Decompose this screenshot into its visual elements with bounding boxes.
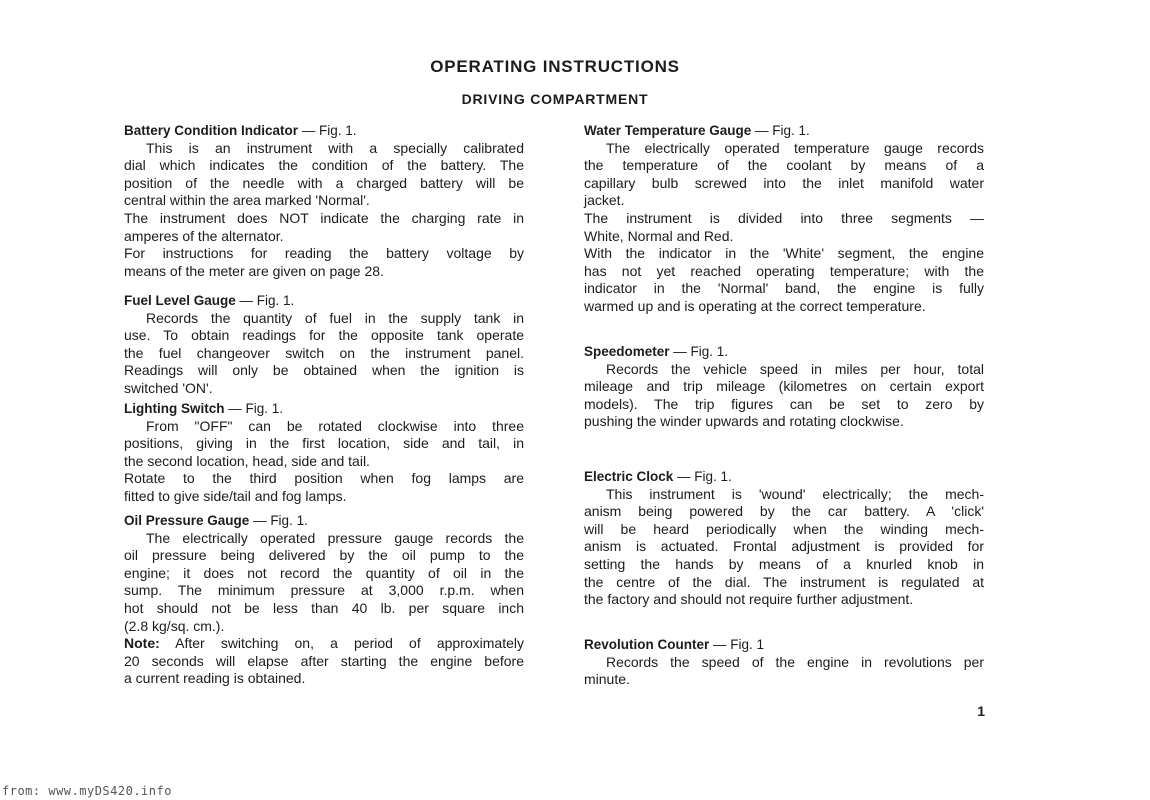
text-line: minute.	[584, 671, 630, 688]
page-subtitle: DRIVING COMPARTMENT	[461, 91, 649, 107]
text-line: setting the hands by means of a knurled knob in	[584, 555, 984, 572]
section-heading: Revolution Counter — Fig. 1	[584, 637, 765, 652]
text-line: mileage and trip mileage (kilometres on certain export	[584, 378, 984, 395]
section-heading: Lighting Switch — Fig. 1.	[124, 401, 284, 416]
section-battery-condition-indicator	[124, 122, 524, 280]
text-line: warmed up and is operating at the correct temperature.	[584, 297, 926, 314]
text-line: fitted to give side/tail and fog lamps.	[124, 487, 347, 504]
text-line: engine; it does not record the quantity of oil in the	[124, 564, 524, 581]
section-oil-pressure-gauge	[124, 512, 524, 688]
text-line: positions, giving in the first location, side and tail, in	[124, 435, 524, 452]
text-line: Records the speed of the engine in revolutions per	[606, 653, 984, 670]
text-line: the second location, head, side and tail.	[124, 452, 370, 469]
text-line: the centre of the dial. The instrument is regulated at	[584, 573, 984, 590]
text-line: From "OFF" can be rotated clockwise into three	[146, 417, 524, 434]
source-footer: from: www.myDS420.info	[2, 784, 172, 798]
text-line: has not yet reached operating temperature; with the	[584, 262, 984, 279]
text-line: With the indicator in the 'White' segment, the engine	[584, 245, 984, 262]
text-line: sump. The minimum pressure at 3,000 r.p.m. when	[124, 582, 524, 599]
text-line: a current reading is obtained.	[124, 670, 306, 687]
text-line: For instructions for reading the battery voltage by	[124, 245, 524, 262]
text-line: The instrument does NOT indicate the charging rate in	[124, 209, 524, 226]
text-line: The electrically operated pressure gauge records the	[146, 529, 524, 546]
text-line: hot should not be less than 40 lb. per square inch	[124, 599, 524, 616]
text-line: Rotate to the third position when fog lamps are	[124, 470, 524, 487]
section-heading: Battery Condition Indicator — Fig. 1.	[124, 123, 357, 138]
section-lighting-switch	[124, 400, 524, 506]
text-line: dial which indicates the condition of the battery. The	[124, 157, 524, 174]
text-line: the factory and should not require further adjustment.	[584, 591, 914, 608]
text-line: (2.8 kg/sq. cm.).	[124, 617, 225, 634]
section-fuel-level-gauge	[124, 292, 524, 398]
text-line: models). The trip figures can be set to zero by	[584, 395, 984, 412]
section-electric-clock	[584, 468, 984, 609]
text-line: the fuel changeover switch on the instrument panel.	[124, 344, 524, 361]
text-line: Records the quantity of fuel in the supply tank in	[146, 309, 524, 326]
note-line: Note: After switching on, a period of approximately	[124, 635, 524, 652]
text-line: The instrument is divided into three segments —	[584, 209, 984, 226]
section-heading: Oil Pressure Gauge — Fig. 1.	[124, 513, 308, 528]
text-line: means of the meter are given on page 28.	[124, 262, 384, 279]
text-line: oil pressure being delivered by the oil pump to the	[124, 547, 524, 564]
section-speedometer	[584, 343, 984, 431]
text-line: jacket.	[584, 192, 625, 209]
text-line: amperes of the alternator.	[124, 227, 284, 244]
note-label: Note:	[124, 635, 160, 652]
text-line: This is an instrument with a specially calibrated	[146, 139, 524, 156]
text-line: White, Normal and Red.	[584, 227, 734, 244]
text-line: Readings will only be obtained when the ignition is	[124, 362, 524, 379]
text-line: position of the needle with a charged battery will be	[124, 174, 524, 191]
text-line: will be heard periodically when the winding mech-	[584, 520, 984, 537]
text-line: switched 'ON'.	[124, 379, 213, 396]
text-line: The electrically operated temperature gauge records	[606, 139, 984, 156]
section-heading: Speedometer — Fig. 1.	[584, 344, 729, 359]
text-line: This instrument is 'wound' electrically; the mech-	[606, 485, 984, 502]
text-line: central within the area marked 'Normal'.	[124, 192, 370, 209]
page-title: OPERATING INSTRUCTIONS	[430, 57, 680, 76]
text-line: anism being powered by the car battery. A 'click'	[584, 503, 984, 520]
section-heading: Electric Clock — Fig. 1.	[584, 469, 732, 484]
section-revolution-counter	[584, 636, 984, 689]
text-line: indicator in the 'Normal' band, the engine is fully	[584, 280, 984, 297]
text-line: Records the vehicle speed in miles per hour, total	[606, 360, 984, 377]
text-line: capillary bulb screwed into the inlet manifold water	[584, 174, 984, 191]
section-heading: Water Temperature Gauge — Fig. 1.	[584, 123, 810, 138]
text-line: the temperature of the coolant by means of a	[584, 157, 984, 174]
text-line: pushing the winder upwards and rotating clockwise.	[584, 413, 904, 430]
text-line: use. To obtain readings for the opposite tank operate	[124, 327, 524, 344]
text-line: 20 seconds will elapse after starting the engine before	[124, 652, 524, 669]
section-heading: Fuel Level Gauge — Fig. 1.	[124, 293, 295, 308]
section-water-temperature-gauge	[584, 122, 984, 316]
page-number: 1	[977, 703, 985, 719]
text-line: anism is actuated. Frontal adjustment is provided for	[584, 538, 984, 555]
